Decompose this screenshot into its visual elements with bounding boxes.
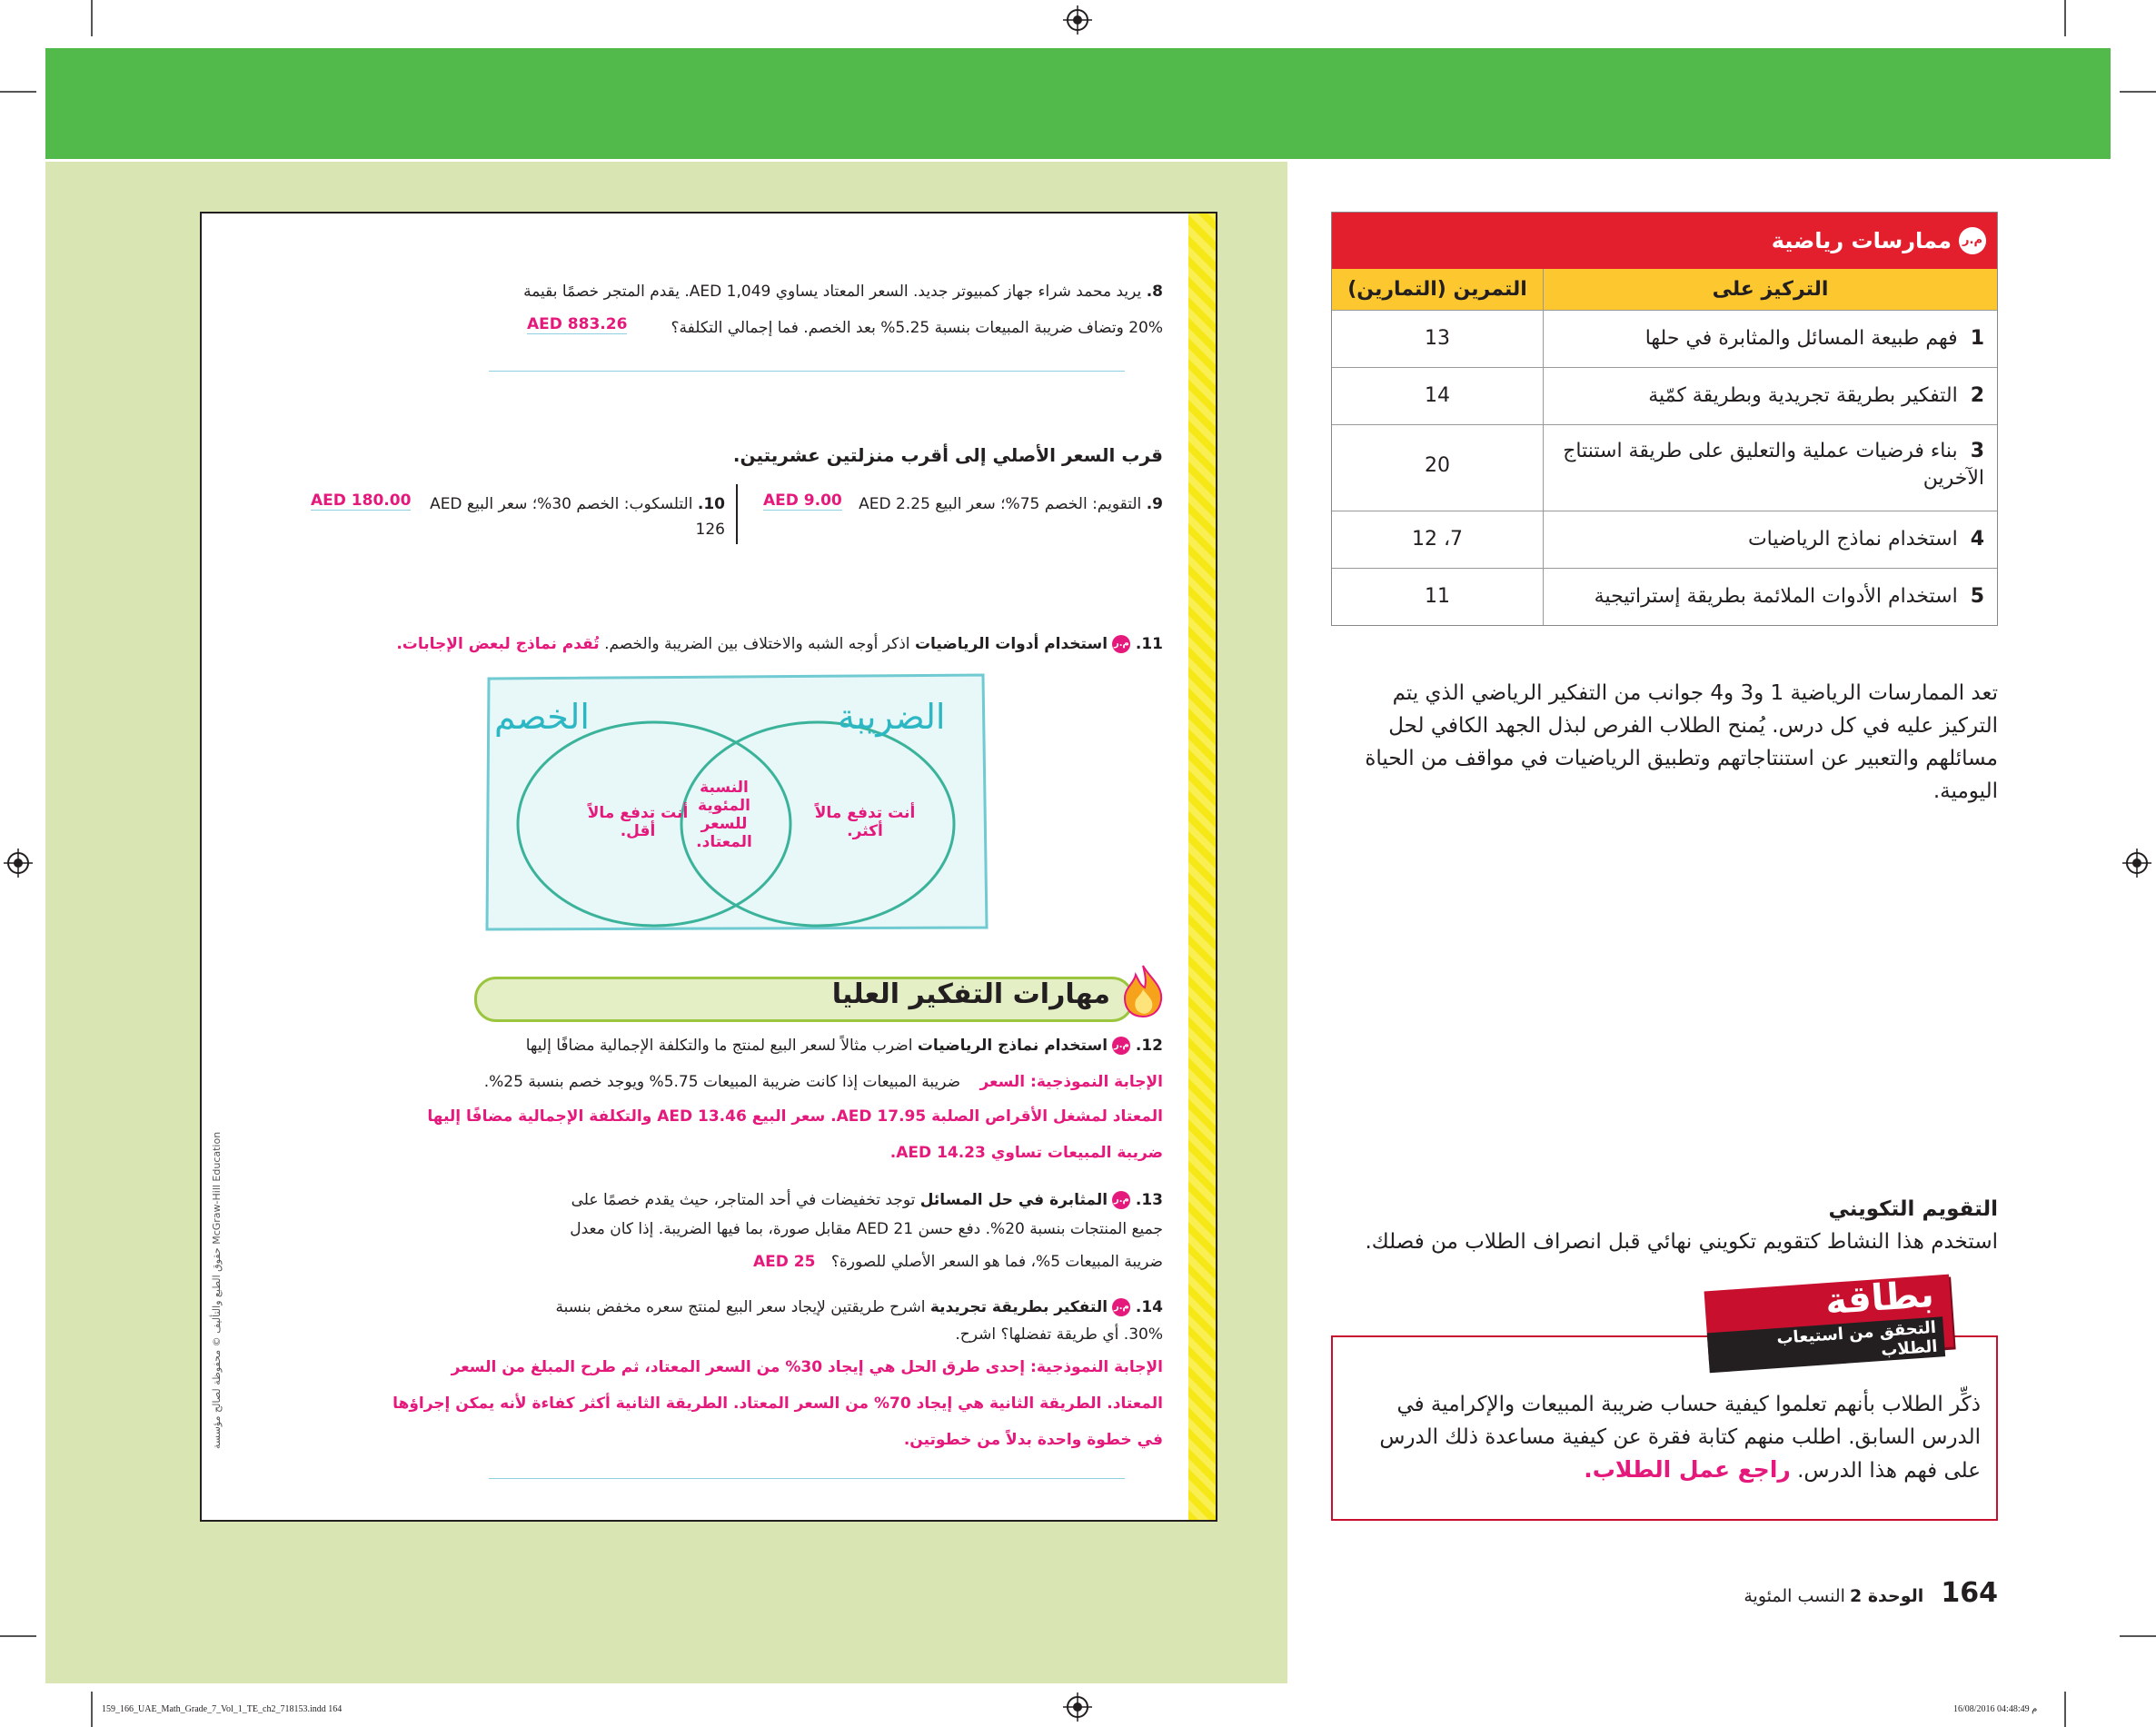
question-text: 30%. أي طريقة تفضلها؟ اشرح. [955,1325,1163,1344]
table-header-row [1332,269,1997,311]
header-band [45,48,2111,159]
crop-mark [2064,0,2066,36]
answer-text: AED 883.26 [527,315,628,333]
registration-mark-icon [4,849,33,878]
question-14 [254,1295,1163,1320]
instruction-text: قرب السعر الأصلي إلى أقرب منزلتين عشريتين. [732,444,1163,466]
registration-mark-icon [1063,1692,1092,1722]
question-text: يريد محمد شراء جهاز كمبيوتر جديد. السعر المعتاد يساوي AED 1,049. يقدم المتجر خصمًا بقيمة [523,283,1142,301]
ticket-badge [1704,1275,1954,1365]
crop-mark [91,0,93,36]
question-13 [254,1187,1163,1213]
table-row [1332,368,1997,425]
venn-text-common: النسبة المئوية للسعر المعتاد. [696,779,752,851]
ticket-highlight: راجع عمل الطلاب. [1584,1456,1791,1483]
question-number: 12. [1135,1037,1163,1055]
row-exercises: 14 [1425,384,1450,407]
row-focus: فهم طبيعة المسائل والمثابرة في حلها [1644,327,1958,350]
answer-text: المعتاد لمشغل الأقراص الصلبة AED 17.95. سعر البيع AED 13.46 والتكلفة الإجمالية مضافًا إليها [427,1107,1163,1126]
venn-label-tax: الضريبة [838,697,946,737]
math-practice-icon: م.ر [1112,635,1130,653]
crop-mark [2120,1635,2156,1637]
crop-mark [0,91,36,93]
question-9 [800,491,1163,517]
answer-text: AED 25 [753,1253,816,1271]
math-practice-icon: م.ر [1959,227,1986,254]
question-8 [291,279,1163,304]
page-footer [1744,1577,1998,1609]
crop-mark [91,1692,93,1727]
question-text: جميع المنتجات بنسبة 20%. دفع حسن AED 21 مقابل صورة، بما فيها الضريبة. إذا كان معدل [570,1220,1163,1238]
question-number: 10. [697,495,725,513]
student-page [200,212,1217,1522]
table-row [1332,569,1997,625]
question-number: 8. [1146,283,1163,301]
question-10 [425,491,725,542]
answer-text: ضريبة المبيعات تساوي AED 14.23. [889,1144,1163,1162]
registration-mark-icon [1063,5,1092,35]
formative-text: استخدم هذا النشاط كتقويم تكويني نهائي قبل انصراف الطلاب من فصلك. [1365,1230,1998,1254]
question-text: اذكر أوجه الشبه والاختلاف بين الضريبة والخصم. [604,635,910,653]
math-practice-icon: م.ر [1112,1037,1130,1055]
practice-label: التفكير بطريقة تجريدية [929,1298,1108,1316]
question-text: ضريبة المبيعات إذا كانت ضريبة المبيعات 5.75% ويوجد خصم بنسبة 25%. [483,1073,961,1091]
copyright-text: حقوق الطبع والتأليف © محفوظة لصالح مؤسسة McGraw-Hill Education [211,1131,223,1449]
math-practice-icon: م.ر [1112,1298,1130,1316]
practice-label: استخدام أدوات الرياضيات [914,635,1108,653]
question-11 [254,631,1163,657]
row-number: 2 [1970,384,1984,407]
question-12 [254,1033,1163,1058]
question-number: 9. [1146,495,1163,513]
hots-title: مهارات التفكير العليا [831,978,1110,1010]
row-focus: التفكير بطريقة تجريدية وبطريقة كمّية [1648,384,1958,407]
answer-note: تُقدم نماذج لبعض الإجابات. [396,635,600,653]
table-title-bar [1332,213,1997,269]
table-title: ممارسات رياضية [1771,228,1952,253]
crop-mark [2120,91,2156,93]
row-number: 3 [1970,440,1984,462]
row-exercises: 11 [1425,585,1450,608]
answer-line [489,371,1125,372]
practice-label: المثابرة في حل المسائل [919,1191,1108,1209]
question-text: ضريبة المبيعات 5%، فما هو السعر الأصلي للصورة؟ [830,1253,1163,1271]
page-edge-stripe [1188,213,1216,1520]
row-exercises: 7، 12 [1411,528,1464,551]
answer-text: AED 180.00 [311,491,412,510]
row-number: 1 [1970,327,1984,350]
unit-title: النسب المئوية [1744,1586,1845,1606]
row-number: 5 [1970,585,1984,608]
question-text: اضرب مثالاً لسعر البيع لمنتج ما والتكلفة الإجمالية مضافًا إليها [525,1037,913,1055]
question-text: 20% وتضاف ضريبة المبيعات بنسبة 5.25% بعد الخصم. فما إجمالي التكلفة؟ [671,319,1163,337]
question-text: التقويم: الخصم 75%؛ سعر البيع AED 2.25 [859,495,1142,513]
question-text: توجد تخفيضات في أحد المتاجر، حيث يقدم خصمًا على [571,1191,916,1209]
row-exercises: 20 [1425,454,1450,477]
answer-line [489,1478,1125,1479]
column-header-focus: التركيز على [1543,269,1997,310]
answer-text: AED 9.00 [763,491,842,510]
practice-label: استخدام نماذج الرياضيات [917,1037,1108,1055]
row-focus: استخدام الأدوات الملائمة بطريقة إستراتيجية [1594,585,1958,608]
column-divider [736,484,738,544]
question-13-line3 [254,1249,1163,1275]
formative-title: التقويم التكويني [1828,1197,1998,1221]
row-focus: بناء فرضيات عملية والتعليق على طريقة استنتاج الآخرين [1563,440,1984,490]
column-header-exercises: التمرين (التمارين) [1347,278,1527,301]
table-row [1332,311,1997,368]
question-number: 14. [1135,1298,1163,1316]
flame-icon [1119,962,1167,1018]
question-number: 13. [1135,1191,1163,1209]
unit-label: الوحدة 2 [1849,1586,1924,1606]
question-12-line2 [254,1069,1163,1095]
row-exercises: 13 [1425,327,1450,350]
answer-text: الإجابة النموذجية: إحدى طرق الحل هي إيجاد 30% من السعر المعتاد، ثم طرح المبلغ من السعر [451,1358,1163,1376]
crop-mark [2064,1692,2066,1727]
print-timestamp: 16/08/2016 04:48:49 م [1953,1704,2038,1714]
table-row [1332,425,1997,511]
venn-text-tax: أنت تدفع مالاً أكثر. [814,804,916,840]
ticket-text: ذكِّر الطلاب بأنهم تعلموا كيفية حساب ضريبة المبيعات والإكرامية في الدرس السابق. اطلب منهم كتابة فقرة عن كيفية مساعدة ذلك الدرس على فهم هذا الدرس. [1379,1393,1981,1483]
page-number: 164 [1941,1577,1998,1609]
math-practices-table [1331,212,1998,626]
question-text: اشرح طريقتين لإيجاد سعر البيع لمنتج سعره مخفض بنسبة [555,1298,926,1316]
answer-text: في خطوة واحدة بدلاً من خطوتين. [903,1431,1163,1449]
ticket-title: بطاقة [1823,1273,1935,1324]
question-number: 11. [1135,635,1163,653]
math-practice-icon: م.ر [1112,1191,1130,1209]
question-text: التلسكوب: الخصم 30%؛ سعر البيع AED 126 [430,495,725,539]
row-number: 4 [1970,528,1984,551]
venn-label-discount: الخصم [494,697,590,737]
answer-text: الإجابة النموذجية: السعر [979,1073,1163,1091]
venn-text-discount: أنت تدفع مالاً أقل. [587,804,689,840]
table-row [1332,511,1997,569]
ticket-subtitle: التحقق من استيعاب الطلاب [1707,1316,1945,1373]
answer-text: المعتاد. الطريقة الثانية هي إيجاد 70% من السعر المعتاد. الطريقة الثانية أكثر كفاءة لأنه يمكن إجراؤها [392,1395,1163,1413]
practices-description: تعد الممارسات الرياضية 1 و3 و4 جوانب من التفكير الرياضي الذي يتم التركيز عليه في كل درس. يُمنح الطلاب الفرص لبذل الجهد الكافي لحل مسائلهم والتعبير عن استنتاجاتهم وتطبيق الرياضيات في مواقف من الحياة اليومية. [1365,681,1998,803]
ticket-content [1354,1388,1981,1487]
crop-mark [0,1635,36,1637]
registration-mark-icon [2122,849,2151,878]
row-focus: استخدام نماذج الرياضيات [1747,528,1958,551]
file-slug: 159_166_UAE_Math_Grade_7_Vol_1_TE_ch2_718153.indd 164 [102,1704,343,1714]
